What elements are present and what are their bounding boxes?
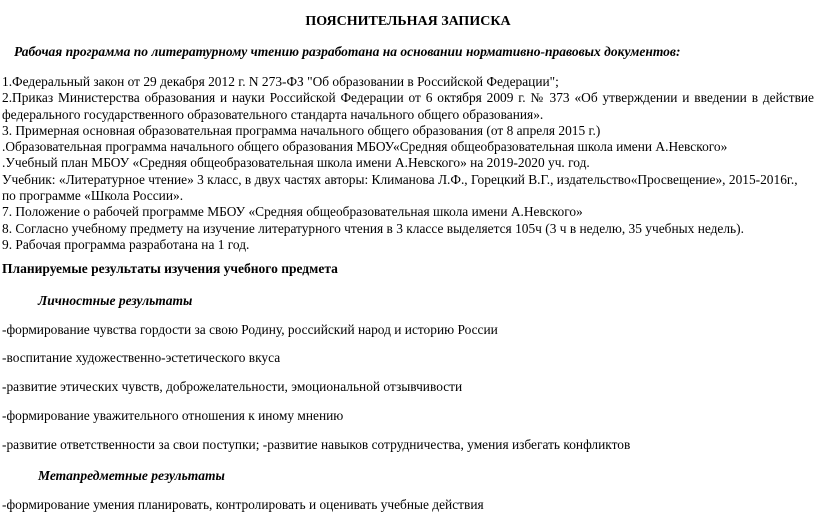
normative-documents-list bbox=[2, 74, 814, 253]
result-item: -развитие ответственности за свои поступки; -развитие навыков сотрудничества, умения избегать конфликтов bbox=[2, 437, 631, 452]
list-item: федерального государственного образовательного стандарта начального общего образования». bbox=[2, 106, 544, 122]
list-item: 3. Примерная основная образовательная программа начального общего образования (от 8 апреля 2015 г.) bbox=[2, 122, 601, 138]
result-item: -формирование чувства гордости за свою Родину, российский народ и историю России bbox=[2, 322, 498, 337]
list-item: 1.Федеральный закон от 29 декабря 2012 г. N 273-ФЗ "Об образовании в Российской Федерации"; bbox=[2, 74, 559, 89]
list-item: 9. Рабочая программа разработана на 1 год. bbox=[2, 236, 250, 252]
list-item: Учебник: «Литературное чтение» 3 класс, в двух частях авторы: Климанова Л.Ф., Горецкий В.Г., издательство«Просвещение», 2015-2016г., bbox=[2, 171, 798, 187]
list-item: по программе «Школа России». bbox=[2, 188, 184, 204]
section-title: Планируемые результаты изучения учебного предмета bbox=[2, 261, 338, 276]
list-item: 8. Согласно учебному предмету на изучение литературного чтения в 3 классе выделяется 105ч (3 ч в неделю, 35 учебных недель). bbox=[2, 220, 744, 236]
list-item: .Учебный план МБОУ «Средняя общеобразовательная школа имени А.Невского» на 2019-2020 уч. год. bbox=[2, 155, 590, 171]
meta-results-heading: Метапредметные результаты bbox=[38, 468, 225, 483]
list-item: 2.Приказ Министерства образования и науки Российской Федерации от 6 октября 2009 г. № 373 «Об утверждении и введении в действие bbox=[2, 90, 814, 106]
result-item: -развитие этических чувств, доброжелательности, эмоциональной отзывчивости bbox=[2, 379, 463, 394]
result-item: -формирование умения планировать, контролировать и оценивать учебные действия bbox=[2, 497, 484, 512]
document-title: ПОЯСНИТЕЛЬНАЯ ЗАПИСКА bbox=[305, 14, 511, 29]
result-item: -формирование уважительного отношения к иному мнению bbox=[2, 408, 344, 423]
list-item: 7. Положение о рабочей программе МБОУ «Средняя общеобразовательная школа имени А.Невского» bbox=[2, 204, 583, 220]
result-item: -воспитание художественно-эстетического вкуса bbox=[2, 350, 281, 365]
personal-results-heading: Личностные результаты bbox=[38, 293, 193, 308]
list-item: .Образовательная программа начального общего образования МБОУ«Средняя общеобразовательная школа имени А.Невского» bbox=[2, 139, 728, 155]
document-subtitle: Рабочая программа по литературному чтению разработана на основании нормативно-правовых документов: bbox=[14, 44, 681, 59]
